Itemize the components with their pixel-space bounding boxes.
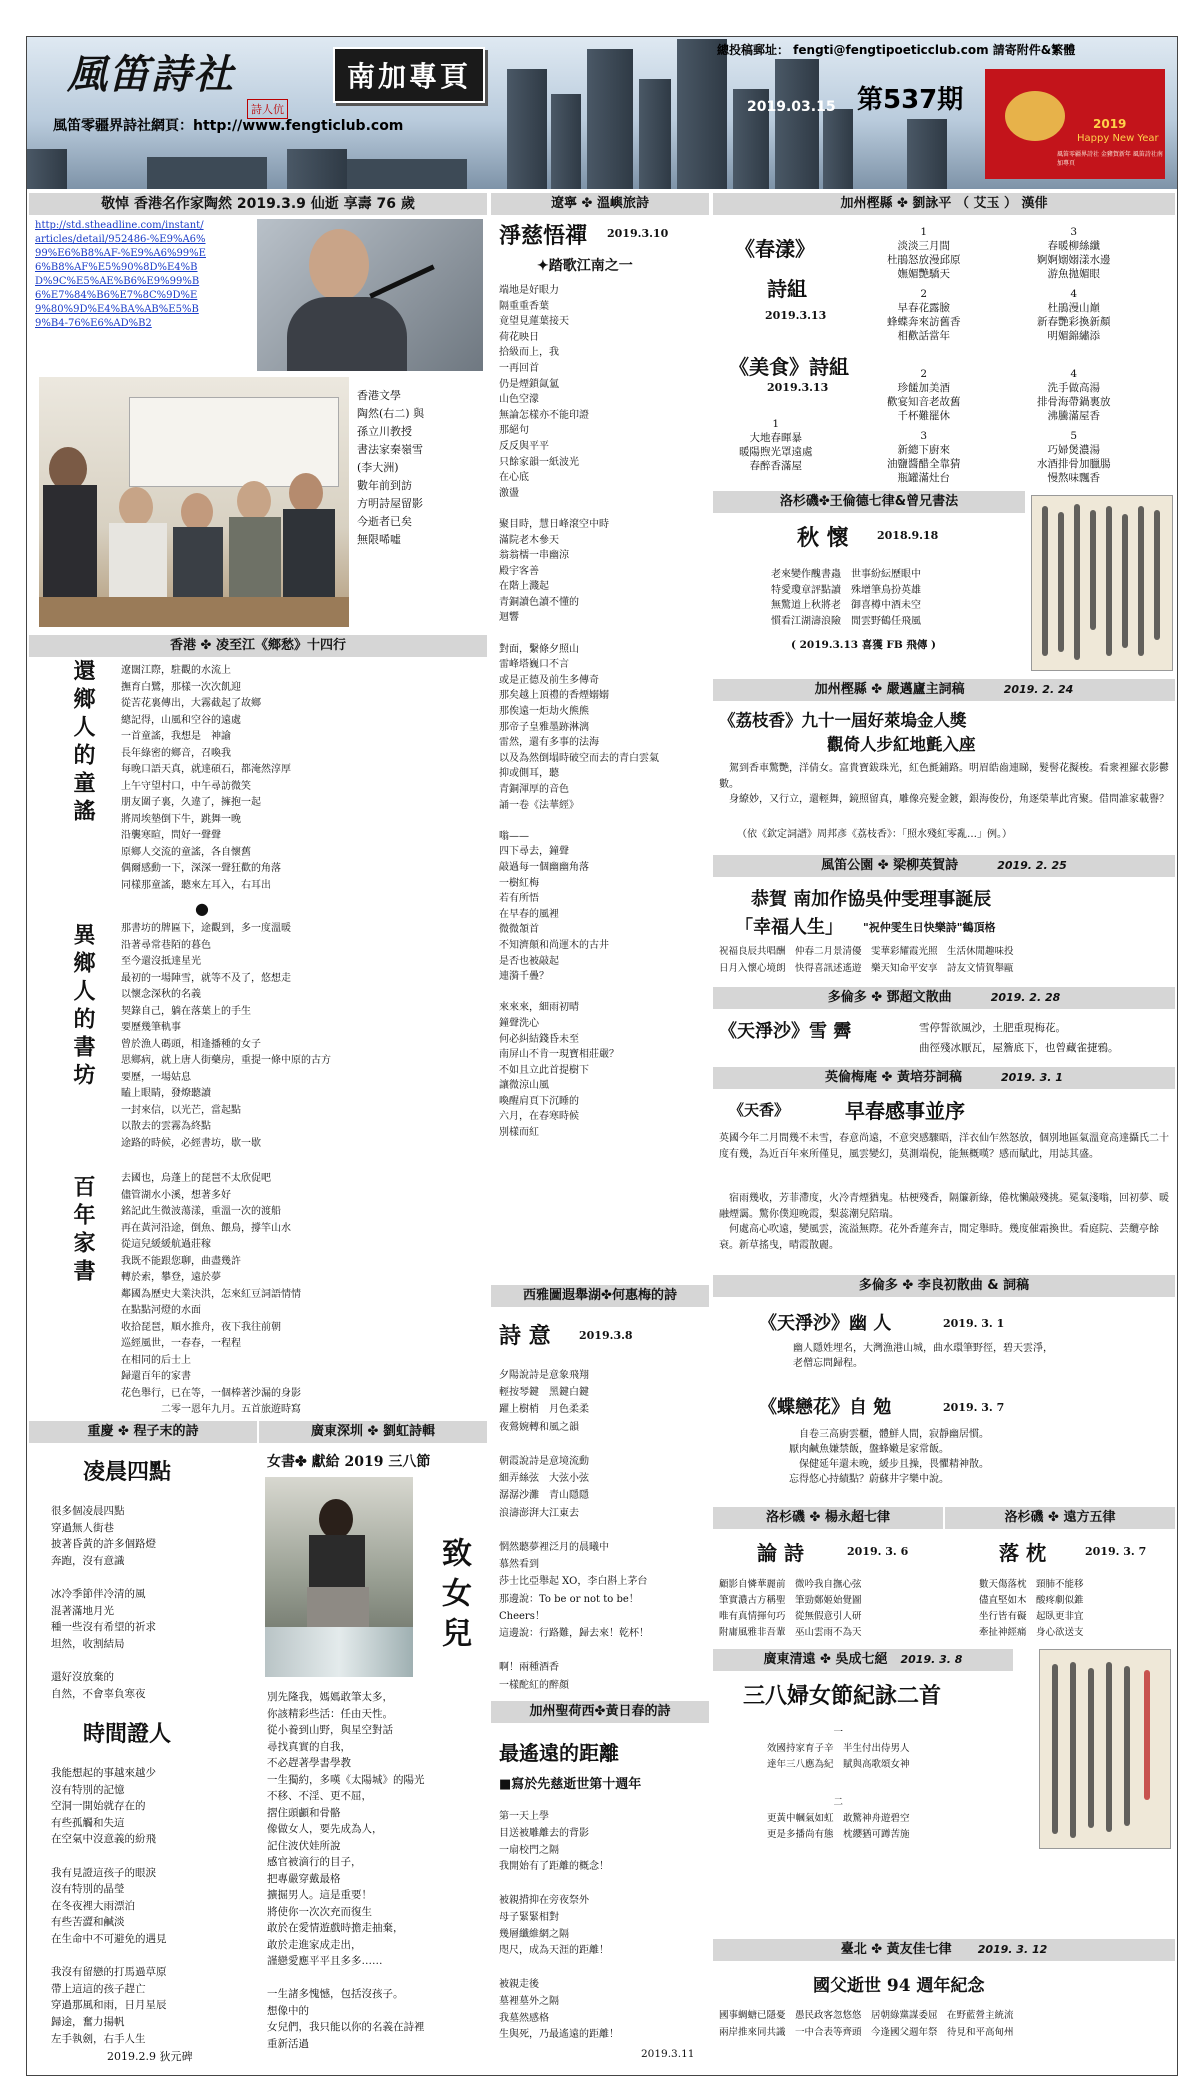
author-portrait-photo: [257, 219, 483, 371]
haiku: 3 春暖柳絲纖 婀婀嫋嫋漾水邊 游魚拋媚眼: [1037, 226, 1111, 280]
poem-body: 端地是好眼力 隔重重香葉 竟望見蓮葉接天 荷花映日 拾級而上，我 一再回首 仍是煙鎖氤氳 山色空濛 無論怎樣亦不能印證 那絕句 反反與平平 只餘家韻一紙波光 在心底 激盪 聚目時，慧日峰滾空中時 滿院老木參天 翁翁檽一串幽涼 殿宇客善 在階上濺起 青銅讀色讀不懂的 迴響 對面，繫條夕照山 雷峰塔巍口不言 或是正德及前生多傳奇 那矣越上頂禮的香煙嫋嫋 那俟遠一炬劫火熊熊 那帝子皇雅墨跡淋漓 雷然，還有多事的法海 以及為然倒塌時破空而去的青白雲氣 抑或側耳，聽 青銅渾厚的音色 誦一卷《法華經》 嗡—— 四下尋去，鐘聲 敲過每一個幽幽角落 一樹紅梅 若有所悟 在早春的風裡 微微頷首 不知濟顛和尚運木的古井 是否也被敲起 連漪千疊？ 來來來，細雨初晴 鐘聲洗心 何必糾結錢昏未至 南屏山不肯一現寶相莊嚴？ 不如且立此首提樹下 讓微涼山風 喚醒肩頁下沉睡的 六月，在春寒時候 別樣而紅: [499, 285, 659, 1139]
poem-body: 顧影自憐華麗前 微吟我自撫心弦 筆實濃古方稱聖 筆勁鄭姬始覺圖 唯有真情揮句巧 從無假意引人研 附庸風雅非吾輩 巫山雲雨不為天: [719, 1579, 862, 1638]
poem-date: 2019. 3. 7: [1085, 1545, 1147, 1558]
lilianchu-header: 多倫多 ✤ 李良初散曲 & 詞稿: [713, 1275, 1175, 1297]
poem-date: 2019.3.11: [641, 2048, 695, 2060]
calligraphy-image: [1031, 495, 1173, 671]
poem-vertical-title: 致女兒: [436, 1537, 471, 1657]
chongqing-header: 重慶 ✤ 程子末的詩: [29, 1421, 257, 1443]
poem-title: 詩組: [767, 277, 807, 301]
poem-date: 2019. 3. 6: [847, 1545, 909, 1558]
poem-title: 《天淨沙》雪 霽: [719, 1021, 852, 1042]
section-banner: 南加專頁: [333, 47, 485, 103]
poem-title: 最遙遠的距離: [499, 1741, 619, 1765]
poem-body: 一 效國持家育子辛 半生付出侍男人 達年三八應為紀 賦與高歌頌女神: [767, 1727, 910, 1770]
liangliuying-header: 風笛公園 ✤ 梁柳英賀詩 2019. 2. 25: [713, 855, 1175, 877]
homesick-header: 香港 ✤ 凌至江《鄉愁》十四行: [29, 635, 487, 657]
poem-body: 幽人隱姓埋名，大灣漁港山城，曲水環筆野徑，碧天雲淨， 老僧忘問歸程。: [793, 1343, 1053, 1369]
poem-title: 《荔枝香》九十一屆好萊塢金人獎: [719, 711, 967, 730]
poem-title: 觀倚人步紅地氈入座: [827, 735, 976, 754]
haiku: 1 大地春暉暴 暖陽煦光罩遠處 春醉香滿屋: [739, 418, 813, 472]
poem-title: 女書✤ 獻給 2019 三八節: [267, 1454, 431, 1470]
poem-title: 《美食》詩組: [729, 355, 849, 379]
stanza-bullet: ●: [195, 899, 209, 918]
haiku: 1 淡淡三月間 杜鵑怒放漫邱原 嫵媚艷驕天: [887, 226, 961, 280]
poem-body: 祝福良辰共唱酬 仲春二月景清優 雯華彩耀霞光照 生活休閒趣味投 日月入懷心境朗 快得喜訊述遙遊 樂天知命平安享 詩友文情賀舉甌: [719, 946, 1014, 974]
poem-note: ( 2019.3.13 喜獲 FB 飛傳 ): [791, 639, 936, 651]
liaoning-header: 遼寧 ✤ 溫嶼旅詩: [491, 193, 709, 215]
poem-preface: 英國今年二月間幾不未雪，春意尚遠，不意突感驟晤，洋衣仙乍然怒放，個別地區氣溫竟高達攝氏二十度有幾，為近百年來所僅見，風雲變幻，莫測端倪，能無概嘆？感而賦此，用誌其盛。: [719, 1133, 1169, 1160]
new-year-banner: 2019 Happy New Year 風笛零疆界詩社 金豬賀新年 風笛詩社南加專頁: [985, 69, 1165, 179]
article-link[interactable]: http://std.stheadline.com/instant/articles/detail/952486-%E9%A6%99%E6%B8%AF-%E9%A6%99%E6%B8%AF%E5%90%8D%E4%BD%9C%E5%AE%B6%E9%99%B6%E7%84%B6%E7%8C%9D%E9%80%9D%E4%BA%AB%E5%B9%B4-76%E6%AD%B2: [35, 220, 206, 329]
poem-body: 老來變作醜書蟲 世事紛紜歷眼中 特愛瓊章評點讀 殊增筆鳥扮英雄 無驚道上秋將老 御喜樽中酒未空 慣看江湖濤浪險 閒雲野鶴任飛風: [771, 569, 921, 627]
poem-body: 別先隆我，媽媽敢筆太多， 你該精彩些活：任由天性。 從小養到山野，與星空對話 尋找真實的自我， 不必趕著學書學教 一生獨約，多嘆《太陽城》的陽光 不移、不淫、更不屈， 摺住頭顱和骨骼 像做女人，要先成為人， 記住波伏娃所說 感官被滴行的目子， 把專嚴穿戴最格 擴掘男人。這是重要！ 將使你一次次充而復生 敢於在愛情遊戲時擔走抽棄， 敢於走進家成走出， 謹戀愛應平平且多多…… 一生諸多愧憾，包括沒孩子。 想像中的 女兒們，我只能以你的名義在詩裡 重新活過: [267, 1691, 425, 2050]
poem-stanza-3: 去國也，烏蓬上的琵琶不太欣促吧 儘管湖水小溪，想著多好 銘記此生微波蕩漾，重溫一次的渡船 再在黃河沿途，倒魚、餵鳥，撐竿山水 從這兒緩緩航過莊稼 我既不能跟您聊，曲盡幾許 轉於索，攀登，遠於夢 鄰國為歷史大業決洪，怎來紅豆詞語情情 在點點河燈的水面 收拾琵琶，順水推舟，夜下我往前朝 巡經風世，一春春，一程程 在相同的后士上 歸還百年的家書 花色舉行，已在等，一個棒著沙漏的身影 二零一恩年九月。五首旅遊時寫: [121, 1173, 301, 1415]
submission-email[interactable]: 總投稿郵址： fengti@fengtipoeticclub.com 請寄附件&繁體: [717, 43, 1076, 57]
website-link[interactable]: 風笛零疆界詩社網頁：http://www.fengticlub.com: [53, 118, 404, 134]
poem-body: 宿雨幾收，芳菲滯度，火冷青煙猶鬼。枯梗殘香，隔簾新綠，倦枕懶敲殘挑。冕氣淺嗡，回初夢、暖融煙靄。驚你僕迎晚霞，梨蕊潮兒陪瑞。 何處高心吹遠，變風雲，流溢無際。花外香蓮奔吉，閒定舉時。幾度催霜換世。看庭院、芸纜亭餘衰。新草搖曳，晴霞散麗。: [719, 1193, 1169, 1251]
poem-stanza-1: 遼闊江際，駐觀的水流上 撫育白鷺，那樣一次次飢迎 從苦花裏傳出，大霧截起了故鄉 總記得，山風和空谷的遠處 一首童謠，我想是 神諭 長年綠密的鄉音，召喚我 每晚口語天真，就達碩石，都淹然淳厚 上午守望村口，中午尋訪微笑 朋友圍子裏，久違了，擁抱一起 將周埃墊倒下牛，跳舞一晚 沿襲寒暄，問好一聲聲 原鄉人交流的童謠，各自懷舊 偶爾感動一下，深深一聲狂歡的角落 同樣那童謠，聽來左耳入，右耳出: [121, 665, 291, 891]
subtitle-vertical-1: 還鄉人的童謠: [70, 659, 95, 827]
yanmailu-header: 加州樫縣 ✤ 嚴邁廬主詞稿 2019. 2. 24: [713, 679, 1175, 701]
club-logo: 風笛詩社: [67, 51, 235, 98]
haiku: 2 珍饈加美酒 歡宴知音老故舊 千杯難罷休: [887, 368, 961, 422]
poem-date: 2019.3.8: [579, 1329, 633, 1342]
liuyongping-header: 加州樫縣 ✤ 劉詠平 （ 艾玉 ） 漢俳: [713, 193, 1175, 215]
poem-title: 恭賀 南加作協吳仲雯理事誕辰: [751, 889, 992, 910]
wanglunde-header: 洛杉磯✤王倫德七律&曾兄書法: [713, 491, 1025, 513]
huangpeifen-header: 英倫梅庵 ✤ 黃培芬詞稿 2019. 3. 1: [713, 1067, 1175, 1089]
wucheng-header: 廣東清遠 ✤ 吳成七絕 2019. 3. 8: [713, 1649, 1013, 1671]
shenzhen-header: 廣東深圳 ✤ 劉虹詩輯: [259, 1421, 487, 1443]
poem-date: 2019. 3. 7: [943, 1401, 1005, 1414]
poem-body: 駕到香車驚艷，洋倩女。富貴寶鈸珠光，紅色氈鋪路。明眉皓齒連睇，髮髻花擬梭。看衆裡羅衣影鬱數。 身繚妙，又行立，還輕舞，鏡照留真，雕像亮髮金鍍，銀海俊份，角逐榮華此宵聚。借問誰家載譽？: [719, 763, 1169, 805]
poem-title: 早春感事並序: [845, 1099, 965, 1123]
poem-title: 淨慈悟禪: [499, 223, 588, 249]
haiku: 3 新總下廚來 油鹽醬醋全靠猜 瓶罐滿灶台: [887, 430, 961, 484]
poem-date: 2019. 3. 1: [943, 1317, 1005, 1330]
sanjose-header: 加州聖荷西✤黃日春的詩: [491, 1701, 709, 1723]
issue-date: 2019.03.15: [747, 99, 836, 115]
poem-title: 落 枕: [999, 1541, 1046, 1565]
masthead: [27, 37, 1178, 189]
girl-in-stream-photo: [265, 1477, 413, 1677]
poem-stanza-2: 那書坊的牌匾下，途觀到，多一度溫暖 沿著尋常巷陌的暮色 至今還沒抵達星光 最初的一場陣雪，就等不及了，悠想走 以懷念深秋的名義 契錄自己，躺在落葉上的手生 要歷幾筆軌事 曾於漁人碼頭，相逢播種的女子 思鄉病，就上唐人街藥房，重提一條中原的古方 要歷，一場姑息 瞌上眼睛，發燎聽讀 一封來信，以光芒，當起點 以散去的雲霧為終點 途路的時候，必經書坊，歇一歇: [121, 923, 331, 1149]
poem-title: 秋 懷: [797, 525, 849, 551]
dengchaowen-header: 多倫多 ✤ 鄧超文散曲 2019. 2. 28: [713, 987, 1175, 1009]
poem-line: 雪停誓欲風沙，土肥重現梅花。: [919, 1022, 1066, 1034]
poem-body: 數天傷落枕 頸肺不能移 儘直堅如木 酸疼劇似錐 坐行皆有礙 起臥更非宜 牽扯神經痛 身心欲送支: [979, 1579, 1084, 1638]
poem-body: 二 更黃中幗氣如虹 敢驚神舟遊碧空 更是多播尚有態 枕纓猶可蹲苦施: [767, 1797, 910, 1840]
poem-date: 2019.3.13: [765, 309, 827, 322]
haiku: 4 杜鵑漫山巔 新春艷彩換新顏 明媚錦繡添: [1037, 288, 1111, 342]
poem-subtitle: ■寫於先慈逝世第十週年: [499, 1777, 642, 1792]
haiku: 5 巧婦煲濃湯 水酒排骨加臘腸 慢熬味飄香: [1037, 430, 1111, 484]
poem-title: 凌晨四點: [83, 1459, 172, 1485]
poem-line: 曲徑殘冰厭瓦，屋簷底下，也曾藏雀捷鴉。: [919, 1042, 1119, 1054]
memorial-header: 敬悼 香港名作家陶然 2019.3.9 仙逝 享壽 76 歲: [29, 193, 487, 215]
yuanfang-header: 洛杉磯 ✤ 遠方五律: [945, 1507, 1175, 1529]
poem-title: 《天淨沙》幽 人: [759, 1313, 892, 1334]
poem-date: 2019.3.13: [767, 381, 829, 394]
yangyongchao-header: 洛杉磯 ✤ 楊永超七律: [713, 1507, 943, 1529]
subtitle-vertical-3: 百年家書: [70, 1175, 95, 1287]
poem-date: 2018.9.18: [877, 529, 939, 542]
poem-subtitle: "祝仲雯生日快樂詩"鶴頂格: [863, 921, 996, 934]
haiku: 2 早春花露臉 蜂蝶奔來訪舊香 相歡話當年: [887, 288, 961, 342]
subtitle-vertical-2: 異鄉人的書坊: [70, 923, 95, 1091]
poem-title: 三八婦女節紀詠二首: [743, 1683, 942, 1709]
pig-icon: [1005, 91, 1065, 141]
calligraphy-image: [1039, 1649, 1171, 1849]
poem-date: 2019.3.10: [607, 227, 669, 240]
poem-title: 國父逝世 94 週年紀念: [813, 1976, 985, 1996]
poem-title: 論 詩: [757, 1541, 804, 1565]
poem-title: 《春漾》: [735, 237, 815, 261]
logo-seal: 詩人伉: [247, 99, 288, 119]
poem-body: 夕陽說詩是意象飛翔 輕按琴鍵 黑鍵白鍵 躍上樹梢 月色柔柔 夜鶯婉轉和風之韻 朝霞說詩是意境流動 細弄絲弦 大弦小弦 潺潺沙灘 青山隱隱 浪濤澎湃大江東去 惘然聽夢裡泛月的晨曦中 慕然看到 莎士比亞舉起 XO，李白斟上茅台 那邊說：To be or not to be！ Cheers！ 這邊說：行路難，歸去來！乾杯！ 啊！兩種酒香 一樣酡紅的醉顏: [499, 1370, 649, 1691]
poem-title: 《蝶戀花》自 勉: [759, 1397, 892, 1418]
photo-caption: 香港文學 陶然(右二) 與 孫立川教授 書法家秦嶺雪 (李大洲) 數年前到訪 方明詩屋留影 今逝者已矣 無限唏噓: [357, 389, 425, 546]
poem-body: 自卷三高廚雲櫃，體鮮人間，寂靜幽居慣。 厭肉鹹魚嫌禁飯，盤蜂嫩是家常飯。 保健延年還未晚，緩步且操，畏懼精神散。 忘得悠心持績點？蔚蘇井字樂中說。: [788, 1429, 989, 1485]
poem-date: 2019.2.9 狄元碑: [107, 2050, 193, 2063]
poem-title: 《天香》: [729, 1101, 790, 1119]
group-photo: [39, 377, 349, 627]
issue-number: 第537期: [857, 85, 964, 115]
poem-subtitle: ✦踏歌江南之一: [537, 258, 633, 274]
poem-note: （依《欽定詞譜》周邦彥《荔枝香》：「照水殘紅零亂…」例。）: [737, 829, 1012, 840]
huangyoujia-header: 臺北 ✤ 黃友佳七律 2019. 3. 12: [713, 1939, 1175, 1961]
poem-title: 時間證人: [83, 1721, 172, 1747]
poem-title: 「幸福人生」: [735, 917, 843, 938]
poem-body: 很多個凌晨四點 穿過無人街巷 披著昏黃的許多個路燈 奔跑，沒有意識 冰冷季節伴冷清的風 混著滿地月光 種一些沒有希望的祈求 坦然，收割結局 還好沒放棄的 自然，不會辜負寒夜: [51, 1505, 156, 1700]
poem-title: 詩 意: [499, 1323, 551, 1349]
poem-body: 第一天上學 目送被雕離去的背影 一扇校門之隔 我開始有了距離的概念！ 被親揹抑在旁夜祭外 母子緊緊相對 幾層纖維網之隔 咫尺，成為天涯的距離！ 被親走後 墓裡墓外之隔 我墓然感格 生與死，乃最遙遠的距離！: [499, 1811, 619, 2041]
haiku: 4 洗手做高湯 排骨海帶鍋裏放 沸騰滿屋香: [1037, 368, 1111, 422]
poem-body: 我能想起的事越來越少 沒有特別的記憶 空洞一開始就存在的 有些孤觸和失這 在空氣中沒意義的紛飛 我有見證這孩子的眼淚 沒有特別的晶瑩 在冬夜裡大雨漂泊 有些苦澀和鹹淡 在生命中不可避免的遇見 我沒有留戀的打馬過草原 帶上這這的孩子趕亡 穿過那風和雨，日月星辰 歸途，奮力揚帆 左手執劍，右手人生: [51, 1767, 167, 2045]
seattle-header: 西雅圖遐舉湖✤何惠梅的詩: [491, 1285, 709, 1307]
newspaper-page: [26, 36, 1178, 2076]
poem-body: 國事蜩螗已隱憂 愚民政客忽悠悠 居朝綠黨謀委屈 在野藍營主統流 兩岸推來同共識 一中合表等齊頭 今逢國父週年祭 待見和平高甸州: [719, 2010, 1014, 2038]
